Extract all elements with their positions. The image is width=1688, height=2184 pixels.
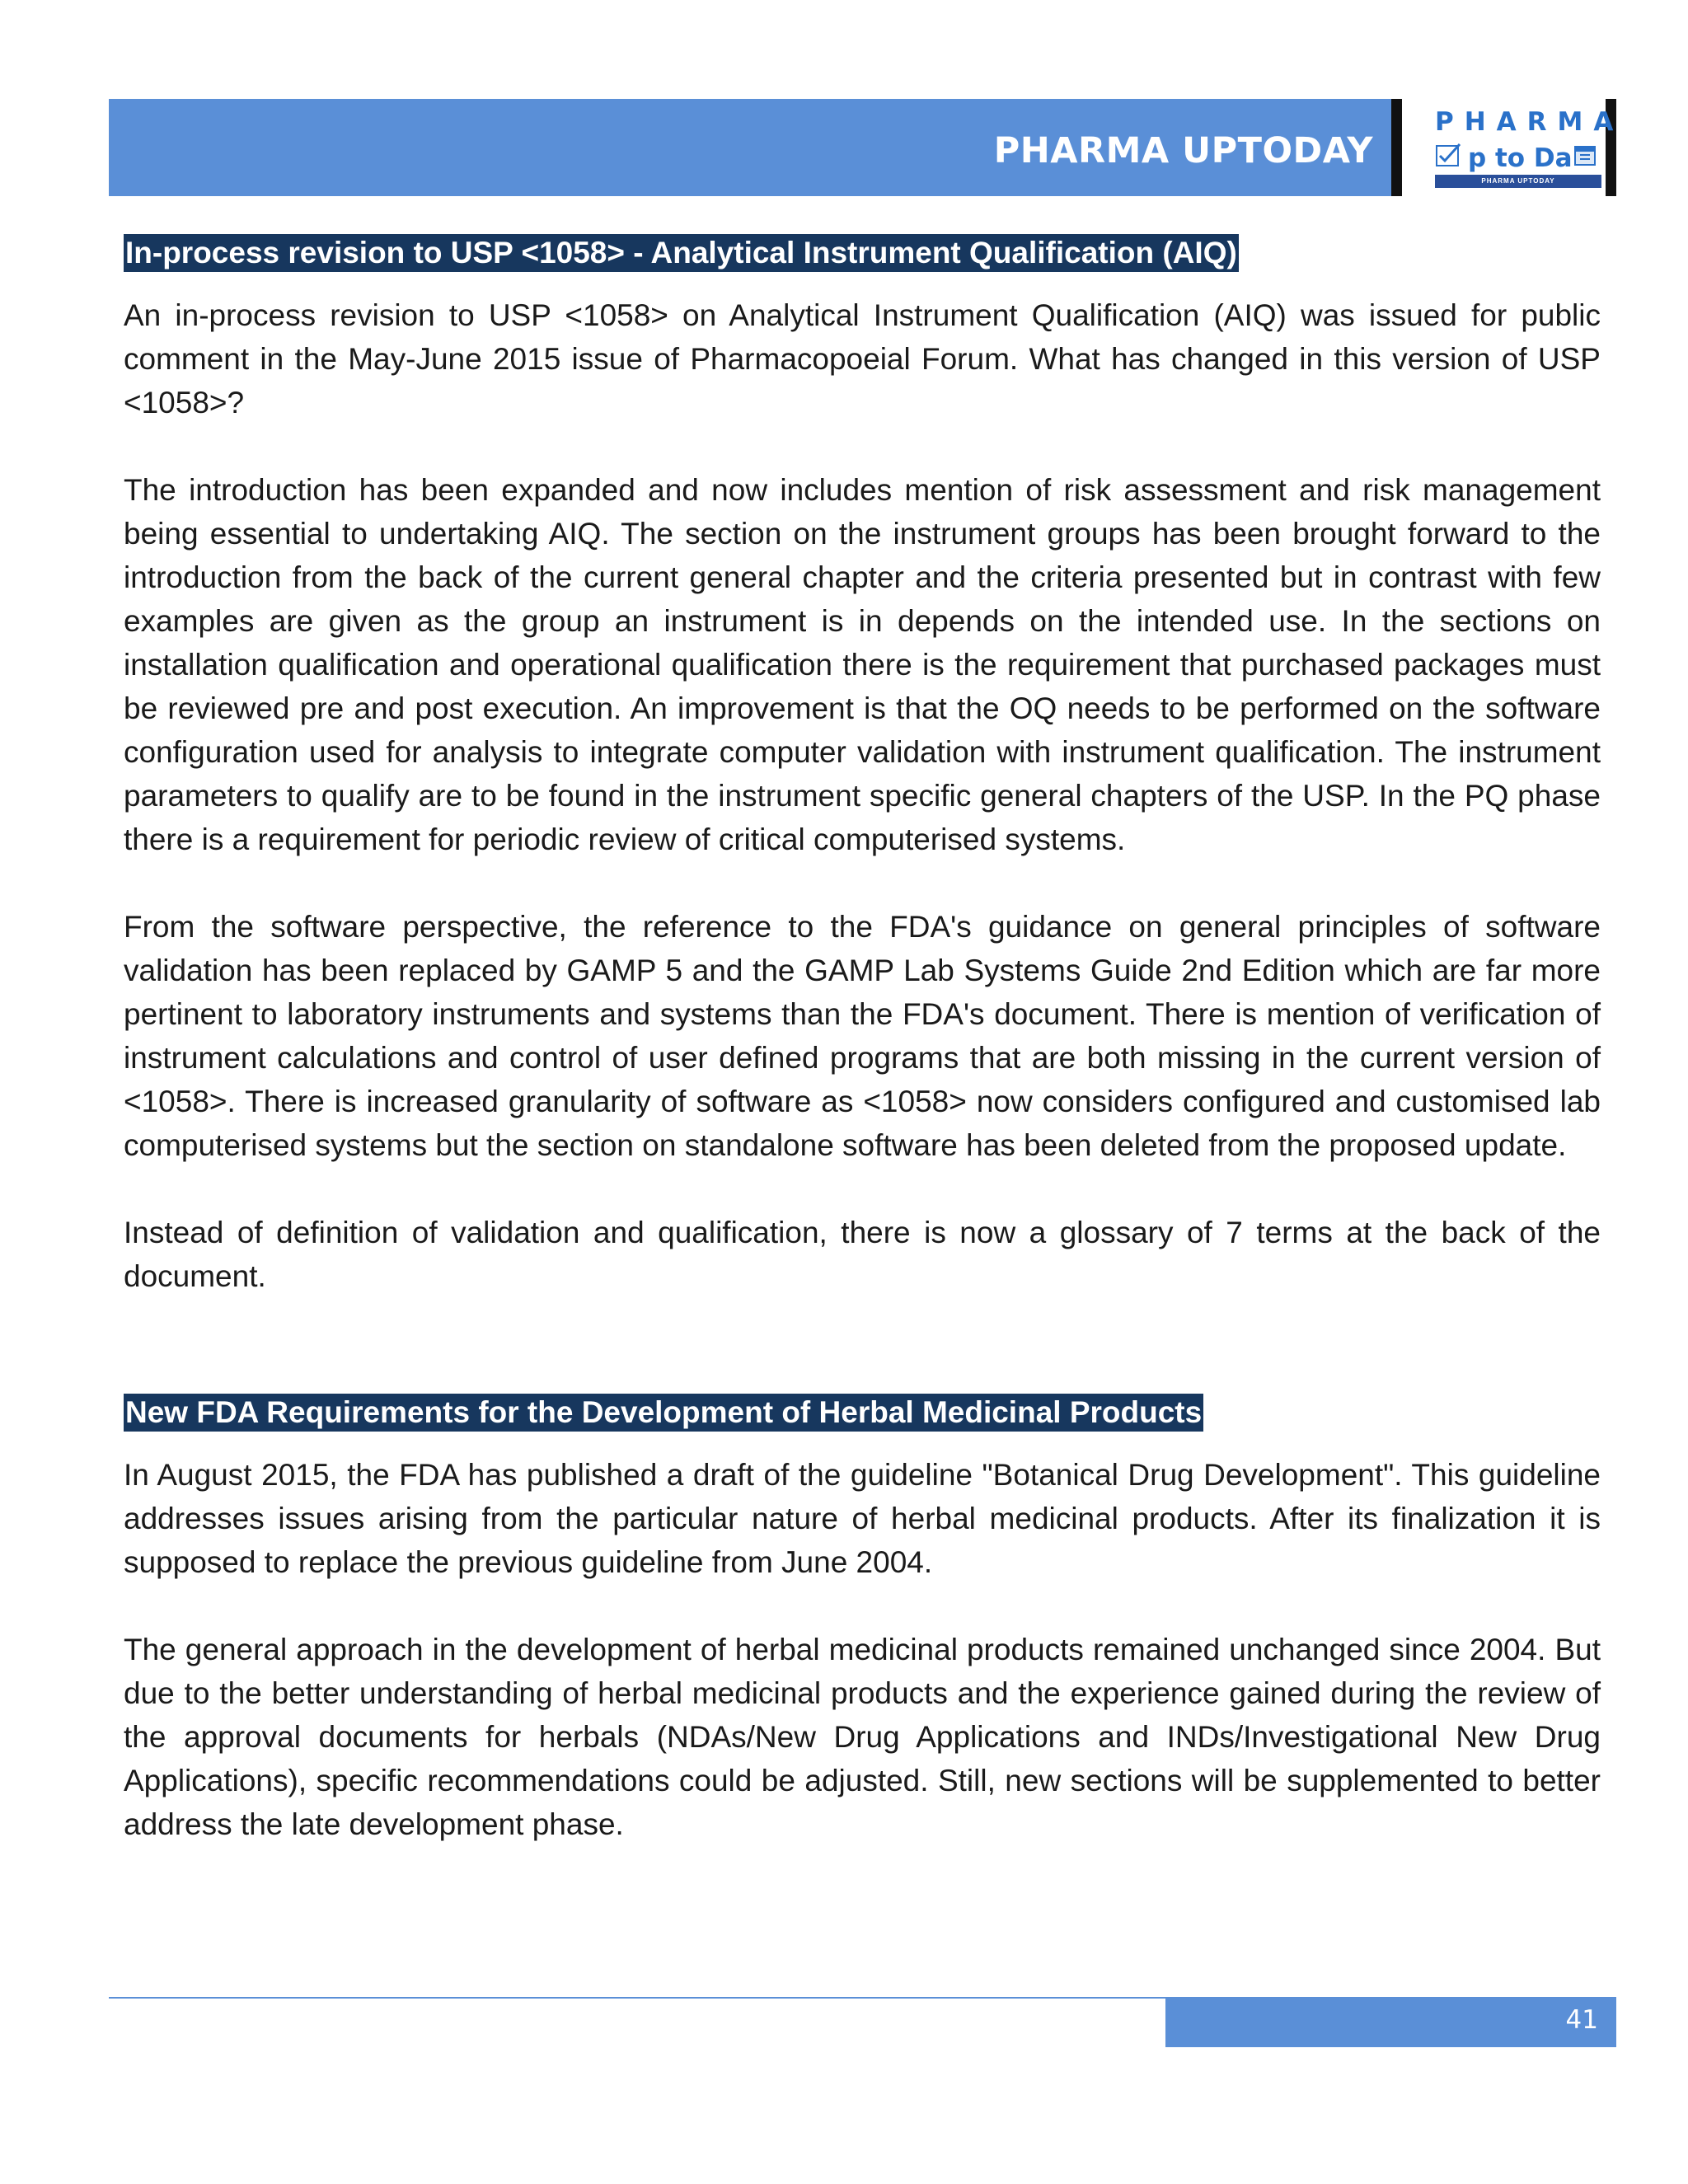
logo-text-middle-label: p to Da: [1468, 143, 1573, 173]
pencil-checkmark-icon: [1435, 143, 1468, 174]
calendar-icon: [1573, 143, 1597, 174]
section-heading: In-process revision to USP <1058> - Analytical Instrument Qualification (AIQ): [124, 234, 1239, 272]
header-title: PHARMA UPTODAY: [993, 130, 1373, 171]
paragraph: The general approach in the development of herbal medicinal products remained unchanged since 2004. But due to the better understanding of herbal medicinal products and the experience gained during the review of the approval documents for herbals (NDAs/New Drug Applications and INDs/Investigational New Drug Applications), specific recommendations could be adjusted. Still, new sections will be supplemented to better address the late development phase.: [124, 1633, 1601, 1841]
logo-text-middle: [1435, 142, 1597, 174]
header-bar: [109, 99, 1391, 196]
logo-text-top: PHARMA: [1435, 107, 1625, 137]
article-content: [124, 234, 1601, 1846]
section-usp-1058: [124, 234, 1601, 1298]
paragraph: Instead of definition of validation and qualification, there is now a glossary of 7 terms at the back of the document.: [124, 1216, 1601, 1293]
paragraph: From the software perspective, the reference to the FDA's guidance on general principles of software validation has been replaced by GAMP 5 and the GAMP Lab Systems Guide 2nd Edition which are far more pertinent to laboratory instruments and systems than the FDA's document. There is mention of verification of instrument calculations and control of user defined programs that are both missing in the current version of <1058>. There is increased granularity of software as <1058> now considers configured and customised lab computerised systems but the section on standalone software has been deleted from the proposed update.: [124, 910, 1601, 1162]
section-heading: New FDA Requirements for the Development of Herbal Medicinal Products: [124, 1394, 1203, 1432]
paragraph: In August 2015, the FDA has published a draft of the guideline "Botanical Drug Development". This guideline addresses issues arising from the particular nature of herbal medicinal products. After its finalization it is supposed to replace the previous guideline from June 2004.: [124, 1458, 1601, 1579]
page-number: 41: [1565, 2005, 1598, 2035]
paragraph: The introduction has been expanded and now includes mention of risk assessment and risk management being essential to undertaking AIQ. The section on the instrument groups has been brought forward to the introduction from the back of the current general chapter and the criteria presented but in contrast with few examples are given as the group an instrument is in depends on the intended use. In the sections on installation qualification and operational qualification there is the requirement that purchased packages must be reviewed pre and post execution. An improvement is that the OQ needs to be performed on the software configuration used for analysis to integrate computer validation with instrument qualification. The instrument parameters to qualify are to be found in the instrument specific general chapters of the USP. In the PQ phase there is a requirement for periodic review of critical computerised systems.: [124, 473, 1601, 856]
footer-page-box: [1165, 1999, 1616, 2047]
brand-logo: [1391, 99, 1625, 196]
section-herbal-products: [124, 1394, 1601, 1846]
paragraph: An in-process revision to USP <1058> on Analytical Instrument Qualification (AIQ) was issued for public comment in the May-June 2015 issue of Pharmacopoeial Forum. What has changed in this version of USP <1058>?: [124, 298, 1601, 419]
logo-text-bottom: PHARMA UPTODAY: [1435, 175, 1601, 188]
